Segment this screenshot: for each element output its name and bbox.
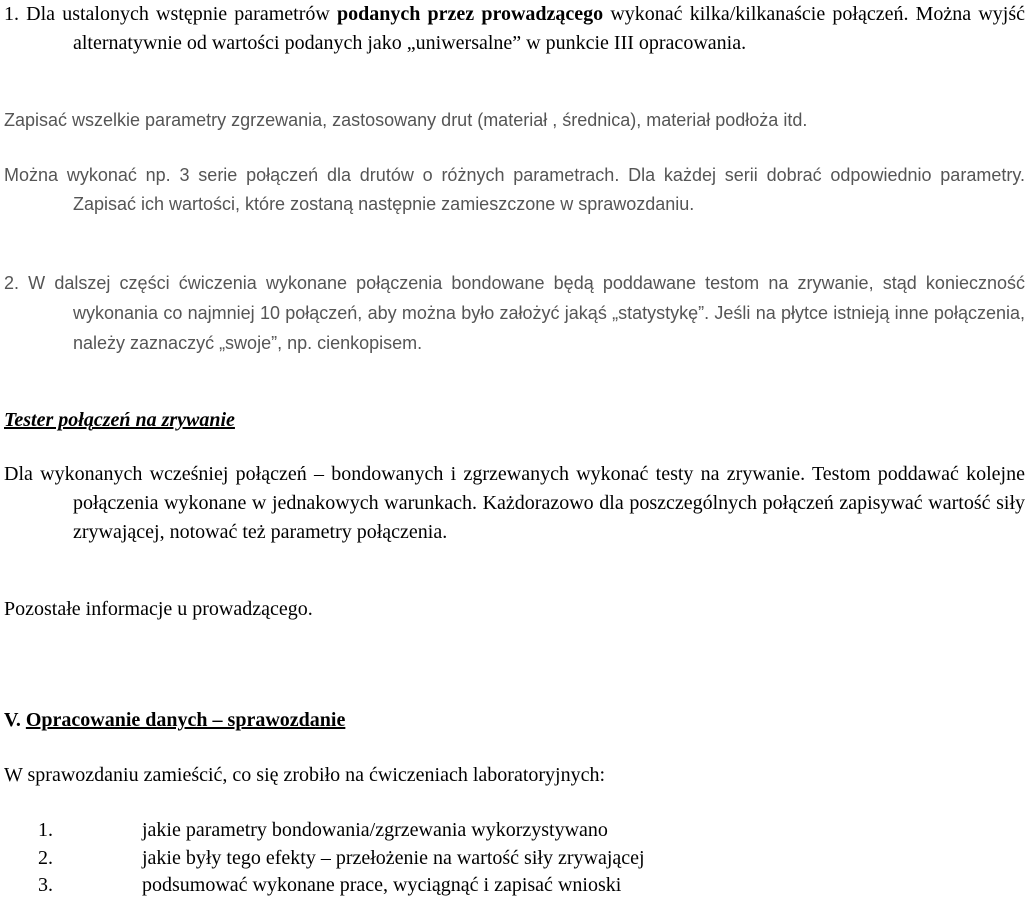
list-item-text: jakie były tego efekty – przełożenie na wartość siły zrywającej (142, 847, 645, 869)
item-2-paragraph: 2. W dalszej części ćwiczenia wykonane połączenia bondowane będą poddawane testom na zrywanie, stąd konieczność wykonania co najmniej 10 połączeń, aby można było założyć jakąś „statystykę”. Jeśli na płytce istnieją inne połączenia, należy zaznaczyć „swoje”, np. cienkopisem. (4, 273, 1025, 353)
item-1-prefix: 1. Dla ustalonych wstępnie parametrów (4, 3, 337, 25)
list-item-number: 2. (38, 847, 53, 869)
item-1-suffix: wykonać kilka/kilkanaście połączeń. Można wyjść alternatywnie od wartości podanych jako „uniwersalne” w punkcie III opracowania. (73, 3, 1025, 54)
para-info: Pozostałe informacje u prowadzącego. (4, 598, 313, 620)
list-item (38, 844, 938, 872)
list-item-text: podsumować wykonane prace, wyciągnąć i zapisać wnioski (142, 874, 622, 896)
list-item-number: 3. (38, 874, 53, 896)
list-item-text: jakie parametry bondowania/zgrzewania wykorzystywano (142, 819, 608, 841)
heading-tester: Tester połączeń na zrywanie (4, 409, 235, 431)
para-save: Zapisać wszelkie parametry zgrzewania, zastosowany drut (materiał , średnica), materiał podłoża itd. (4, 110, 808, 130)
item-1-paragraph (4, 0, 1025, 58)
para-report: W sprawozdaniu zamieścić, co się zrobiło na ćwiczeniach laboratoryjnych: (4, 764, 606, 786)
heading-v-prefix: V. (4, 709, 26, 731)
para-series: Można wykonać np. 3 serie połączeń dla drutów o różnych parametrach. Dla każdej serii dobrać odpowiednio parametry. Zapisać ich wartości, które zostaną następnie zamieszczone w sprawozdaniu. (4, 165, 1025, 214)
item-1-bold: podanych przez prowadzącego (336, 3, 604, 25)
list-item (38, 816, 938, 844)
heading-v-underlined: Opracowanie danych – sprawozdanie (25, 709, 346, 731)
list-item (38, 871, 938, 899)
heading-v (4, 706, 956, 735)
para-tester: Dla wykonanych wcześniej połączeń – bondowanych i zgrzewanych wykonać testy na zrywanie. Testom poddawać kolejne połączenia wykonane w jednakowych warunkach. Każdorazowo dla poszczególnych połączeń zapisywać wartość siły zrywającej, notować też parametry połączenia. (4, 463, 1025, 543)
list-item-number: 1. (38, 819, 53, 841)
